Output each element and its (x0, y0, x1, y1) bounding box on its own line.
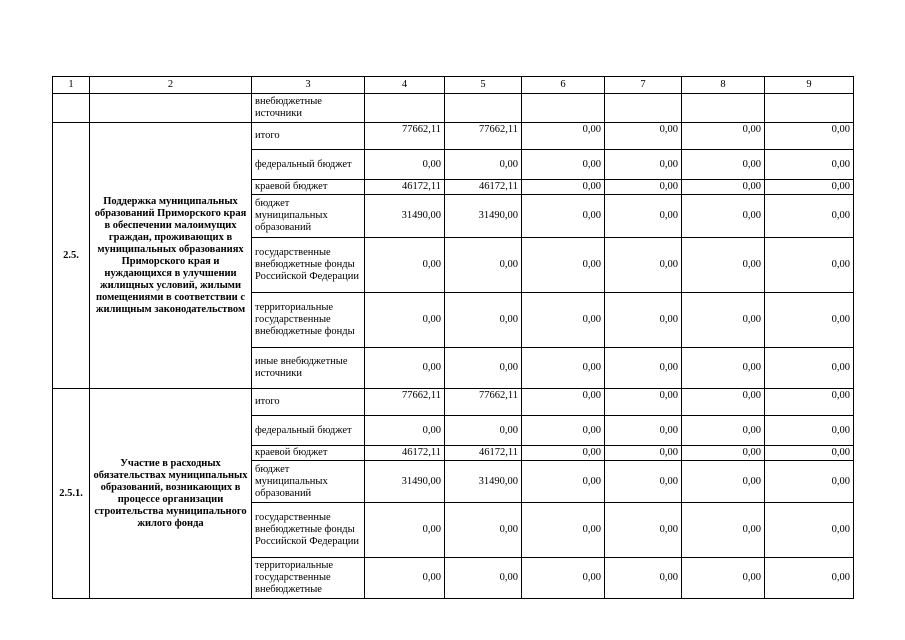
value-cell: 77662,11 (445, 389, 522, 416)
value-cell: 0,00 (445, 416, 522, 446)
value-cell: 0,00 (605, 150, 682, 180)
value-cell: 0,00 (522, 238, 605, 293)
source-cell: территориальные государственные внебюджетные (252, 558, 365, 599)
value-cell: 0,00 (365, 293, 445, 348)
value-cell: 0,00 (522, 503, 605, 558)
source-cell: государственные внебюджетные фонды Российской Федерации (252, 503, 365, 558)
header-cell-4: 4 (365, 77, 445, 94)
value-cell: 0,00 (365, 503, 445, 558)
value-cell: 0,00 (765, 446, 854, 461)
value-cell: 0,00 (522, 446, 605, 461)
value-cell (682, 94, 765, 123)
header-cell-7: 7 (605, 77, 682, 94)
source-cell: бюджет муниципальных образований (252, 461, 365, 503)
value-cell: 0,00 (682, 293, 765, 348)
section-name: Поддержка муниципальных образований Приморского края в обеспечении малоимущих граждан, проживающих в муниципальных образованиях Приморского края и нуждающихся в улучшении жилищных условий, жилыми помещениями в соответствии с жилищным законодательством (90, 123, 252, 389)
budget-table (52, 76, 854, 599)
header-cell-6: 6 (522, 77, 605, 94)
value-cell: 77662,11 (365, 123, 445, 150)
value-cell: 0,00 (765, 461, 854, 503)
value-cell: 0,00 (682, 389, 765, 416)
value-cell: 0,00 (605, 503, 682, 558)
value-cell: 0,00 (682, 195, 765, 238)
value-cell: 0,00 (605, 461, 682, 503)
value-cell: 31490,00 (365, 461, 445, 503)
value-cell: 0,00 (522, 150, 605, 180)
table-row (53, 123, 854, 150)
value-cell: 0,00 (605, 446, 682, 461)
source-cell: федеральный бюджет (252, 150, 365, 180)
value-cell: 31490,00 (365, 195, 445, 238)
value-cell: 0,00 (365, 238, 445, 293)
continuation-row (53, 94, 854, 123)
value-cell: 0,00 (682, 461, 765, 503)
value-cell: 0,00 (605, 195, 682, 238)
value-cell (365, 94, 445, 123)
value-cell: 0,00 (682, 558, 765, 599)
value-cell: 0,00 (605, 180, 682, 195)
value-cell: 0,00 (682, 446, 765, 461)
value-cell: 0,00 (765, 503, 854, 558)
section-code: 2.5.1. (53, 389, 90, 599)
value-cell: 0,00 (682, 503, 765, 558)
value-cell: 0,00 (445, 150, 522, 180)
header-cell-3: 3 (252, 77, 365, 94)
value-cell: 46172,11 (365, 446, 445, 461)
header-row (53, 77, 854, 94)
table-row (53, 389, 854, 416)
value-cell: 0,00 (522, 195, 605, 238)
source-cell: иные внебюджетные источники (252, 348, 365, 389)
value-cell: 0,00 (765, 195, 854, 238)
value-cell: 0,00 (522, 180, 605, 195)
source-cell: краевой бюджет (252, 180, 365, 195)
section-code: 2.5. (53, 123, 90, 389)
value-cell: 0,00 (765, 389, 854, 416)
value-cell (605, 94, 682, 123)
name-cell (90, 94, 252, 123)
value-cell: 0,00 (445, 293, 522, 348)
value-cell: 0,00 (522, 293, 605, 348)
value-cell: 0,00 (445, 348, 522, 389)
header-cell-5: 5 (445, 77, 522, 94)
header-cell-8: 8 (682, 77, 765, 94)
source-cell: итого (252, 123, 365, 150)
value-cell: 0,00 (765, 293, 854, 348)
source-cell: итого (252, 389, 365, 416)
header-cell-1: 1 (53, 77, 90, 94)
value-cell: 0,00 (522, 461, 605, 503)
source-cell: территориальные государственные внебюджетные фонды (252, 293, 365, 348)
value-cell: 0,00 (605, 293, 682, 348)
value-cell: 0,00 (605, 123, 682, 150)
value-cell: 0,00 (682, 238, 765, 293)
value-cell: 77662,11 (365, 389, 445, 416)
value-cell: 0,00 (522, 416, 605, 446)
value-cell: 0,00 (682, 180, 765, 195)
value-cell: 31490,00 (445, 195, 522, 238)
value-cell: 0,00 (605, 348, 682, 389)
value-cell: 0,00 (522, 123, 605, 150)
source-cell: внебюджетные источники (252, 94, 365, 123)
value-cell: 0,00 (365, 150, 445, 180)
value-cell: 0,00 (365, 558, 445, 599)
value-cell (522, 94, 605, 123)
value-cell: 0,00 (682, 123, 765, 150)
value-cell: 31490,00 (445, 461, 522, 503)
value-cell: 46172,11 (365, 180, 445, 195)
value-cell: 0,00 (365, 416, 445, 446)
value-cell (445, 94, 522, 123)
value-cell: 0,00 (682, 348, 765, 389)
header-cell-2: 2 (90, 77, 252, 94)
value-cell: 0,00 (445, 238, 522, 293)
value-cell: 0,00 (765, 180, 854, 195)
value-cell: 0,00 (765, 348, 854, 389)
value-cell: 46172,11 (445, 180, 522, 195)
header-cell-9: 9 (765, 77, 854, 94)
code-cell (53, 94, 90, 123)
source-cell: бюджет муниципальных образований (252, 195, 365, 238)
value-cell: 0,00 (605, 238, 682, 293)
value-cell: 0,00 (605, 416, 682, 446)
value-cell: 0,00 (445, 503, 522, 558)
value-cell: 0,00 (765, 123, 854, 150)
section-name: Участие в расходных обязательствах муниципальных образований, возникающих в процессе организации строительства муниципального жилого фонда (90, 389, 252, 599)
source-cell: государственные внебюджетные фонды Российской Федерации (252, 238, 365, 293)
value-cell: 0,00 (765, 416, 854, 446)
value-cell: 0,00 (605, 558, 682, 599)
value-cell: 0,00 (522, 389, 605, 416)
value-cell: 0,00 (682, 150, 765, 180)
value-cell: 0,00 (765, 558, 854, 599)
value-cell: 0,00 (522, 348, 605, 389)
source-cell: краевой бюджет (252, 446, 365, 461)
value-cell: 0,00 (765, 238, 854, 293)
value-cell: 46172,11 (445, 446, 522, 461)
value-cell: 77662,11 (445, 123, 522, 150)
value-cell (765, 94, 854, 123)
value-cell: 0,00 (605, 389, 682, 416)
source-cell: федеральный бюджет (252, 416, 365, 446)
value-cell: 0,00 (522, 558, 605, 599)
value-cell: 0,00 (765, 150, 854, 180)
value-cell: 0,00 (445, 558, 522, 599)
value-cell: 0,00 (682, 416, 765, 446)
value-cell: 0,00 (365, 348, 445, 389)
